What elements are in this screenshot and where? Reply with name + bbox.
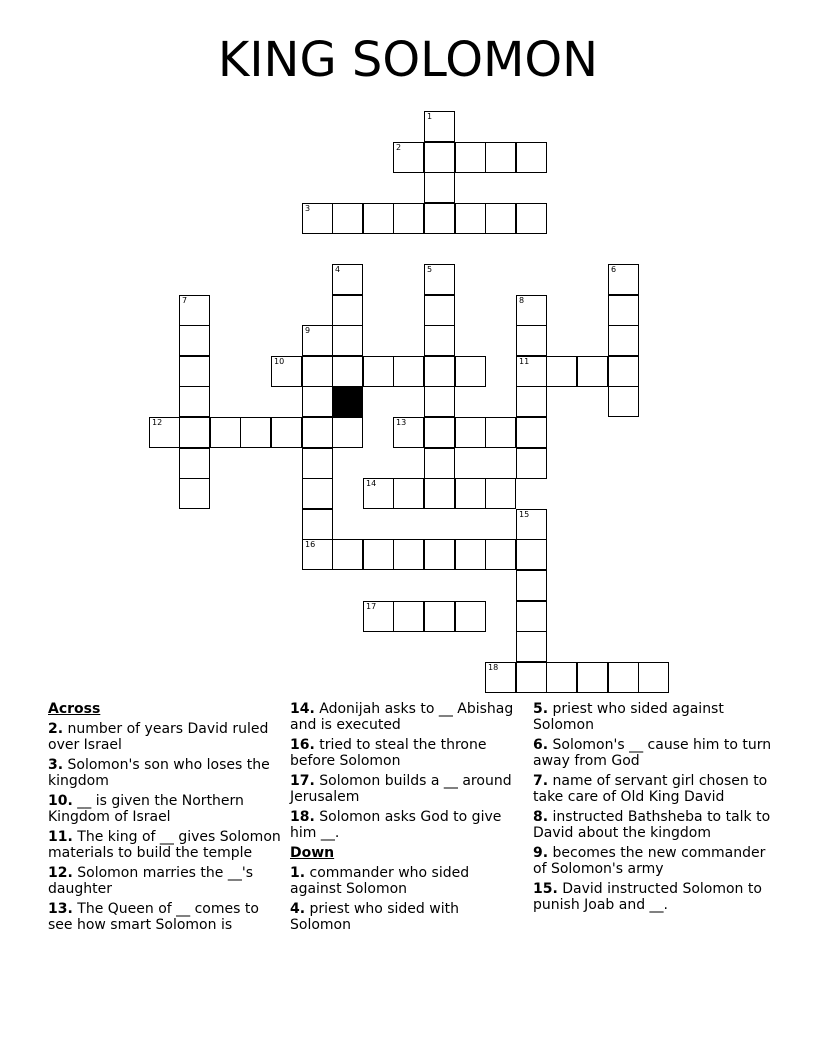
grid-cell[interactable] (424, 601, 455, 632)
clue-number: 7 (182, 296, 188, 305)
grid-cell[interactable] (424, 325, 455, 356)
clue-item (533, 701, 773, 733)
grid-cell[interactable] (455, 417, 486, 448)
clue-item-number: 13. (48, 901, 73, 917)
grid-cell[interactable] (485, 539, 516, 570)
clue-item-number: 12. (48, 865, 73, 881)
clue-item-number: 10. (48, 793, 73, 809)
grid-cell[interactable] (608, 356, 639, 387)
grid-cell[interactable] (393, 142, 424, 173)
grid-cell[interactable] (332, 356, 363, 387)
clue-column-3 (533, 701, 773, 917)
grid-cell[interactable] (485, 142, 516, 173)
clue-item-text: Solomon marries the __'s daughter (48, 865, 253, 897)
grid-cell[interactable] (516, 356, 547, 387)
grid-cell[interactable] (179, 386, 210, 417)
grid-cell[interactable] (271, 356, 302, 387)
grid-cell[interactable] (424, 142, 455, 173)
clue-item-number: 17. (290, 773, 315, 789)
clue-number: 12 (152, 418, 163, 427)
clue-item-text: David instructed Solomon to punish Joab and __. (533, 881, 762, 913)
clue-number: 1 (427, 112, 433, 121)
grid-cell[interactable] (516, 448, 547, 479)
clue-item-text: The Queen of __ comes to see how smart Solomon is (48, 901, 259, 933)
grid-cell[interactable] (393, 356, 424, 387)
grid-cell[interactable] (516, 295, 547, 326)
grid-cell[interactable] (393, 539, 424, 570)
clue-item (290, 809, 522, 841)
grid-cell[interactable] (516, 662, 547, 693)
grid-cell[interactable] (393, 417, 424, 448)
clue-item (48, 793, 284, 825)
clue-item-text: name of servant girl chosen to take care of Old King David (533, 773, 768, 805)
grid-cell[interactable] (424, 448, 455, 479)
grid-cell[interactable] (393, 478, 424, 509)
grid-cell[interactable] (424, 295, 455, 326)
grid-cell[interactable] (302, 325, 333, 356)
grid-cell[interactable] (608, 662, 639, 693)
clue-number: 8 (519, 296, 525, 305)
clue-item-text: instructed Bathsheba to talk to David about the kingdom (533, 809, 771, 841)
grid-cell[interactable] (455, 539, 486, 570)
clue-item-number: 7. (533, 773, 549, 789)
grid-cell[interactable] (516, 203, 547, 234)
grid-cell[interactable] (179, 295, 210, 326)
clue-item (533, 737, 773, 769)
grid-cell[interactable] (455, 601, 486, 632)
clue-item (48, 757, 284, 789)
across-clue-list-continued (290, 701, 522, 841)
clue-item-text: commander who sided against Solomon (290, 865, 470, 897)
clue-number: 14 (366, 479, 377, 488)
clue-item (48, 901, 284, 933)
grid-cell[interactable] (302, 386, 333, 417)
grid-cell[interactable] (179, 478, 210, 509)
grid-cell[interactable] (608, 295, 639, 326)
clue-item-text: The king of __ gives Solomon materials to build the temple (48, 829, 281, 861)
clue-item (290, 737, 522, 769)
black-square (332, 386, 363, 417)
grid-cell[interactable] (363, 356, 394, 387)
grid-cell[interactable] (455, 203, 486, 234)
grid-cell[interactable] (424, 172, 455, 203)
clue-item-text: tried to steal the throne before Solomon (290, 737, 487, 769)
clue-item (290, 773, 522, 805)
clue-item-text: priest who sided against Solomon (533, 701, 724, 733)
clue-item (48, 865, 284, 897)
clue-item-number: 5. (533, 701, 549, 717)
grid-cell[interactable] (608, 264, 639, 295)
grid-cell[interactable] (516, 539, 547, 570)
clue-item (290, 865, 522, 897)
grid-cell[interactable] (424, 417, 455, 448)
grid-cell[interactable] (516, 631, 547, 662)
grid-cell[interactable] (516, 417, 547, 448)
clue-item (533, 845, 773, 877)
clue-number: 2 (396, 143, 402, 152)
grid-cell[interactable] (302, 417, 333, 448)
clue-item-number: 8. (533, 809, 549, 825)
grid-cell[interactable] (424, 111, 455, 142)
grid-cell[interactable] (424, 356, 455, 387)
clue-item (290, 701, 522, 733)
clue-column-2 (290, 701, 522, 937)
down-clue-list (290, 865, 522, 933)
grid-cell[interactable] (424, 203, 455, 234)
grid-cell[interactable] (332, 203, 363, 234)
grid-cell[interactable] (577, 662, 608, 693)
grid-cell[interactable] (149, 417, 180, 448)
grid-cell[interactable] (608, 386, 639, 417)
grid-cell[interactable] (424, 386, 455, 417)
clue-item-text: Solomon's __ cause him to turn away from God (533, 737, 772, 769)
grid-cell[interactable] (393, 203, 424, 234)
grid-cell[interactable] (516, 570, 547, 601)
clue-number: 18 (488, 663, 499, 672)
grid-cell[interactable] (363, 601, 394, 632)
clue-item-text: priest who sided with Solomon (290, 901, 459, 933)
clue-number: 4 (335, 265, 341, 274)
grid-cell[interactable] (332, 539, 363, 570)
clue-item-text: Adonijah asks to __ Abishag and is executed (290, 701, 514, 733)
grid-cell[interactable] (638, 662, 669, 693)
clue-item (533, 881, 773, 913)
clue-number: 15 (519, 510, 530, 519)
across-heading: Across (48, 701, 101, 717)
grid-cell[interactable] (455, 142, 486, 173)
clue-item-text: Solomon's son who loses the kingdom (48, 757, 270, 789)
grid-cell[interactable] (516, 509, 547, 540)
grid-cell[interactable] (302, 509, 333, 540)
grid-cell[interactable] (546, 356, 577, 387)
grid-cell[interactable] (179, 325, 210, 356)
grid-cell[interactable] (302, 448, 333, 479)
clue-item-number: 18. (290, 809, 315, 825)
grid-cell[interactable] (485, 478, 516, 509)
grid-cell[interactable] (363, 203, 394, 234)
grid-cell[interactable] (302, 539, 333, 570)
grid-cell[interactable] (516, 142, 547, 173)
grid-cell[interactable] (546, 662, 577, 693)
grid-cell[interactable] (485, 417, 516, 448)
clue-number: 17 (366, 602, 377, 611)
grid-cell[interactable] (363, 478, 394, 509)
clue-number: 3 (305, 204, 311, 213)
clue-item (533, 773, 773, 805)
clue-item-text: Solomon asks God to give him __. (290, 809, 502, 841)
grid-cell[interactable] (393, 601, 424, 632)
clue-number: 6 (611, 265, 617, 274)
grid-cell[interactable] (332, 325, 363, 356)
grid-cell[interactable] (179, 417, 210, 448)
clue-item-number: 4. (290, 901, 306, 917)
grid-cell[interactable] (210, 417, 241, 448)
clue-item-number: 1. (290, 865, 306, 881)
clue-item-number: 15. (533, 881, 558, 897)
grid-cell[interactable] (577, 356, 608, 387)
clue-item (533, 809, 773, 841)
clue-item-number: 11. (48, 829, 73, 845)
clue-item-number: 9. (533, 845, 549, 861)
clue-column-1 (48, 701, 284, 937)
grid-cell[interactable] (302, 478, 333, 509)
grid-cell[interactable] (424, 478, 455, 509)
grid-cell[interactable] (332, 295, 363, 326)
clue-item-number: 2. (48, 721, 64, 737)
down-clue-list-continued (533, 701, 773, 913)
down-heading: Down (290, 845, 335, 861)
clue-number: 11 (519, 357, 530, 366)
grid-cell[interactable] (424, 539, 455, 570)
grid-cell[interactable] (516, 601, 547, 632)
grid-cell[interactable] (302, 356, 333, 387)
clue-item (48, 829, 284, 861)
puzzle-title: KING SOLOMON (217, 32, 599, 88)
clue-number: 13 (396, 418, 407, 427)
clue-item (48, 721, 284, 753)
clue-item-text: Solomon builds a __ around Jerusalem (290, 773, 512, 805)
clue-item-text: __ is given the Northern Kingdom of Israel (48, 793, 244, 825)
grid-cell[interactable] (516, 386, 547, 417)
clue-item (290, 901, 522, 933)
grid-cell[interactable] (485, 662, 516, 693)
grid-cell[interactable] (485, 203, 516, 234)
grid-cell[interactable] (271, 417, 302, 448)
grid-cell[interactable] (424, 264, 455, 295)
grid-cell[interactable] (516, 325, 547, 356)
clue-number: 16 (305, 540, 316, 549)
clue-item-number: 6. (533, 737, 549, 753)
grid-cell[interactable] (179, 448, 210, 479)
clue-number: 10 (274, 357, 285, 366)
grid-cell[interactable] (240, 417, 271, 448)
grid-cell[interactable] (455, 356, 486, 387)
grid-cell[interactable] (332, 417, 363, 448)
clue-item-number: 16. (290, 737, 315, 753)
clue-item-text: becomes the new commander of Solomon's army (533, 845, 766, 877)
grid-cell[interactable] (608, 325, 639, 356)
grid-cell[interactable] (179, 356, 210, 387)
clue-item-text: number of years David ruled over Israel (48, 721, 269, 753)
clue-number: 5 (427, 265, 433, 274)
clue-number: 9 (305, 326, 311, 335)
grid-cell[interactable] (332, 264, 363, 295)
grid-cell[interactable] (302, 203, 333, 234)
grid-cell[interactable] (363, 539, 394, 570)
clue-item-number: 14. (290, 701, 315, 717)
clue-item-number: 3. (48, 757, 64, 773)
across-clue-list (48, 721, 284, 933)
grid-cell[interactable] (455, 478, 486, 509)
